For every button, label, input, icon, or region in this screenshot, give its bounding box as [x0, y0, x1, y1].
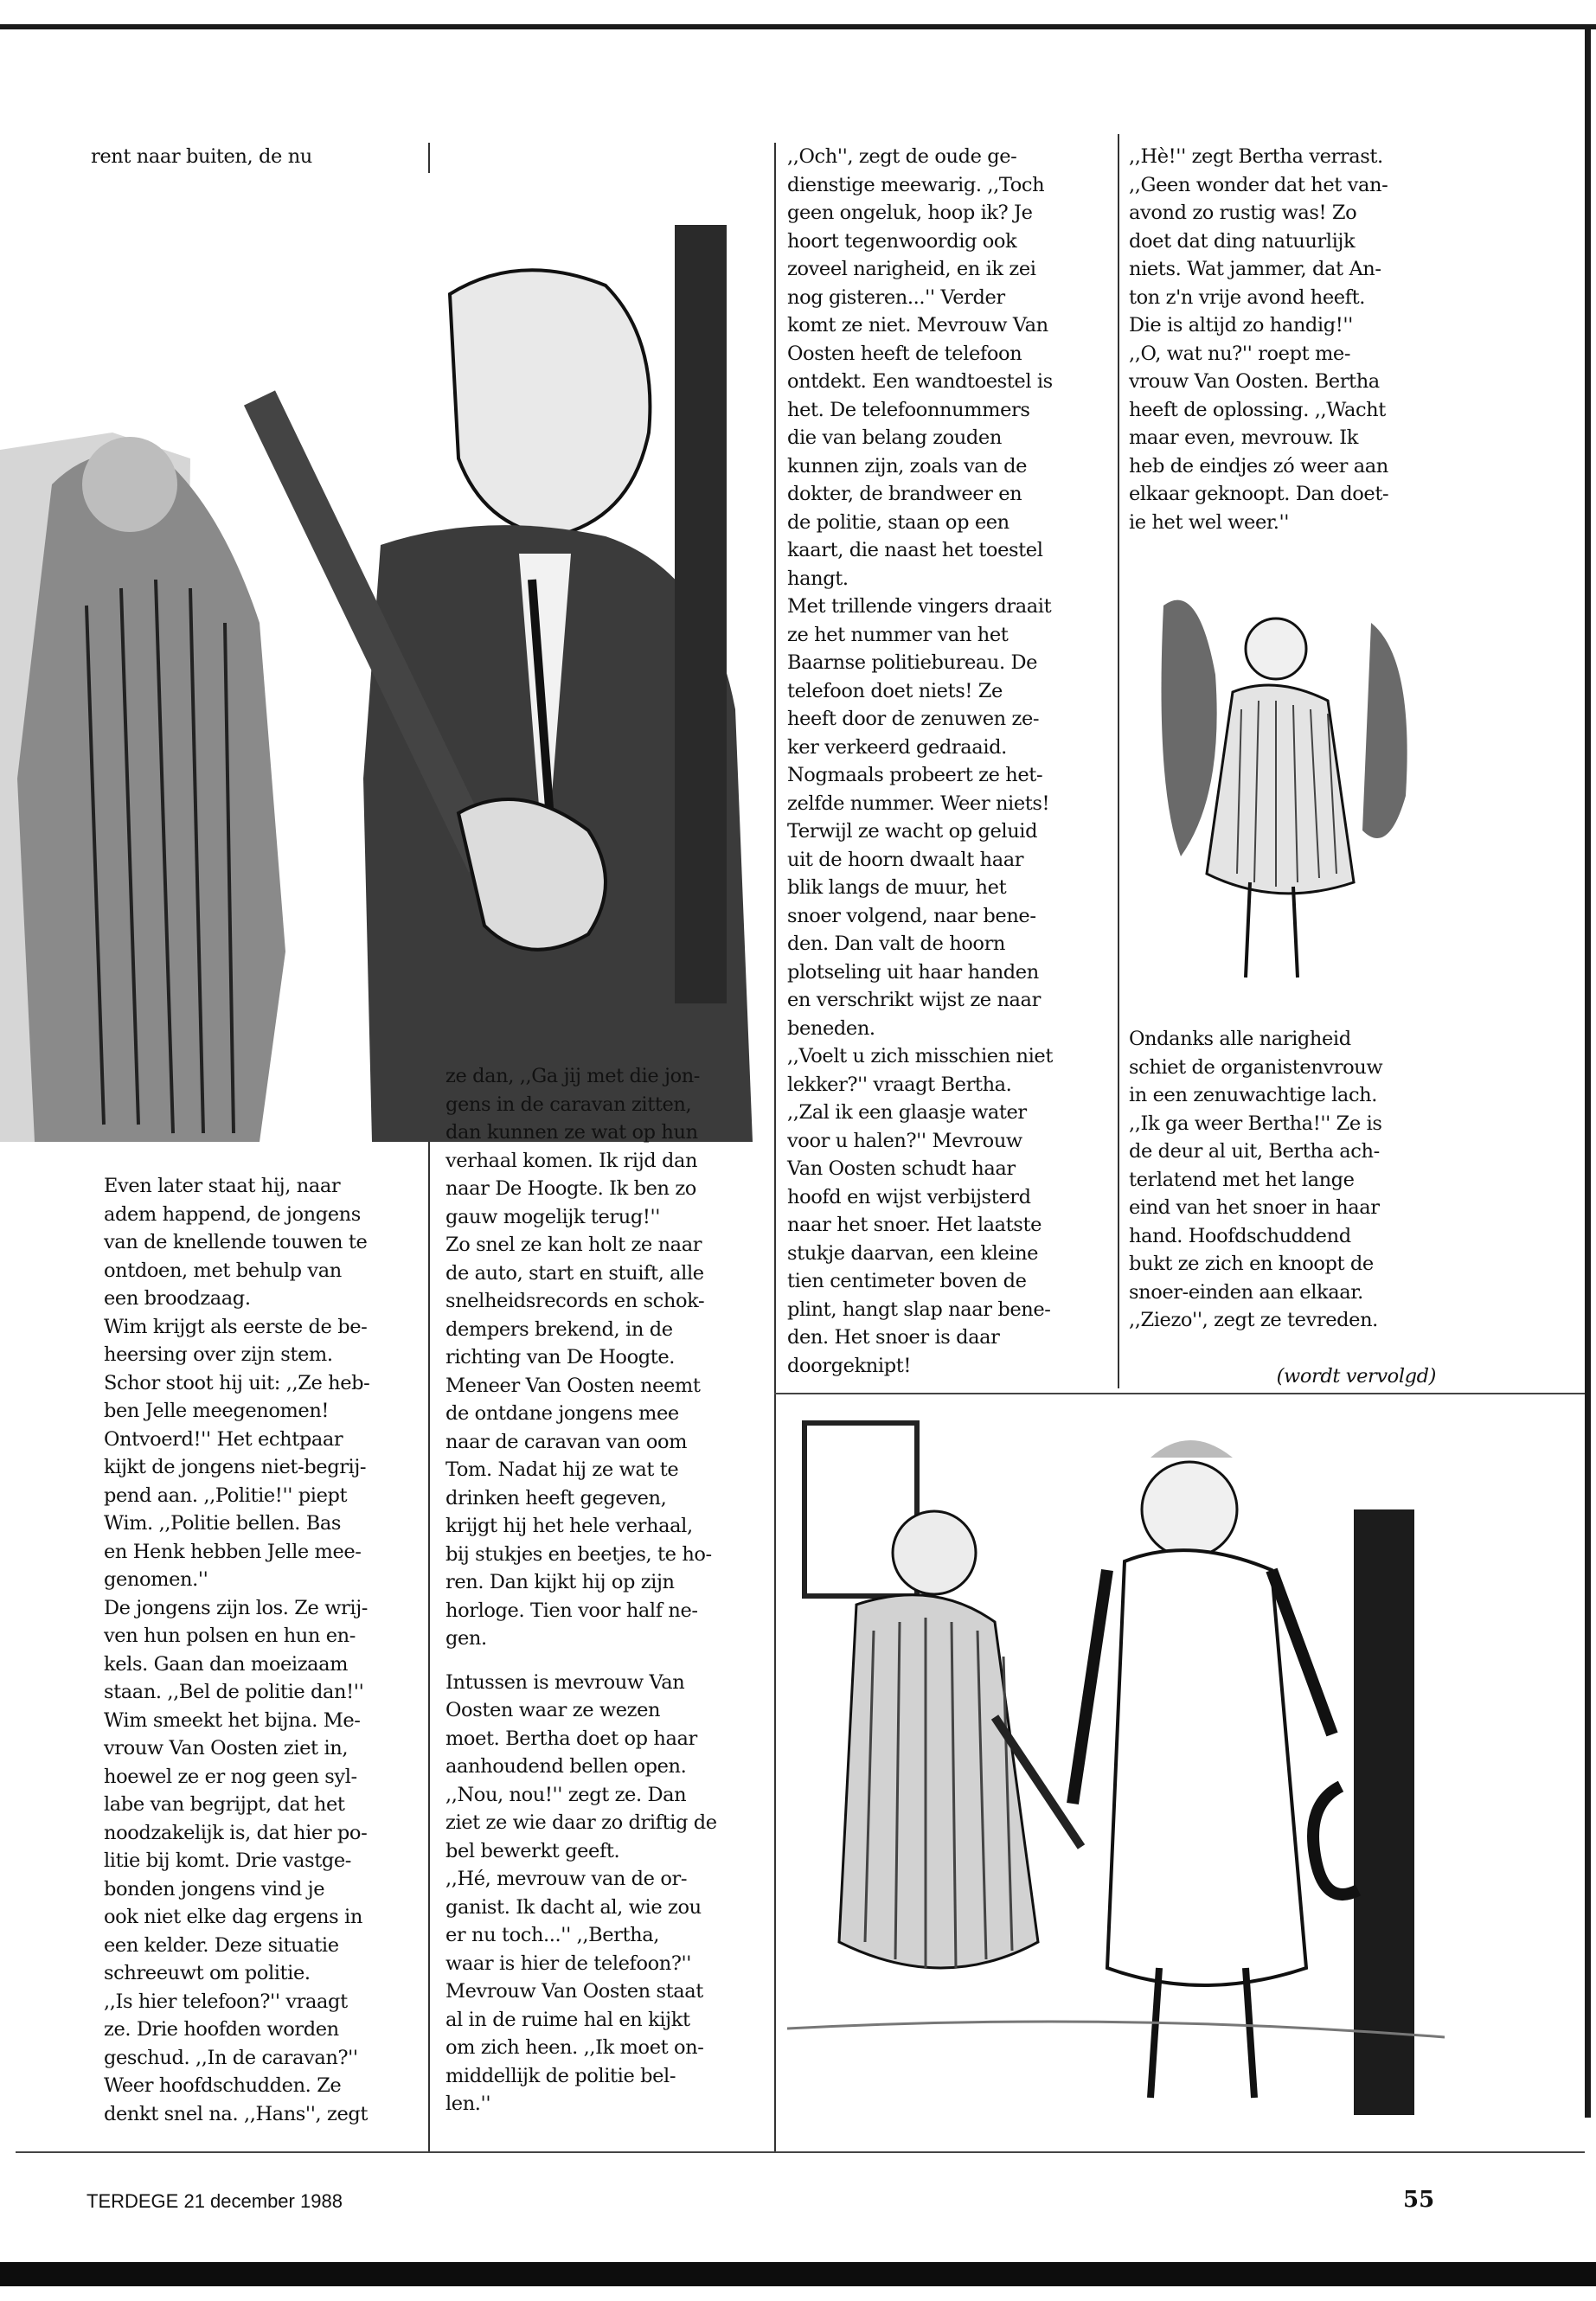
text-line: heb de eindjes zó weer aan	[1129, 454, 1388, 478]
wordt-vervolgd: (wordt vervolgd)	[1276, 1365, 1436, 1388]
text-line: maar even, mevrouw. Ik	[1129, 426, 1358, 449]
panel-rule	[774, 1393, 1585, 1394]
text-line: Baarnse politiebureau. De	[787, 651, 1038, 674]
text-line: ,,Geen wonder dat het van-	[1129, 173, 1388, 196]
text-line: doorgeknipt!	[787, 1354, 911, 1377]
text-line: uit de hoorn dwaalt haar	[787, 848, 1024, 871]
text-line: bonden jongens vind je	[104, 1877, 325, 1900]
text-line: schreeuwt om politie.	[104, 1962, 311, 1984]
text-line: snoer-einden aan elkaar.	[1129, 1280, 1363, 1304]
illustration-man-with-saw	[0, 173, 772, 1142]
text-line: naar het snoer. Het laatste	[787, 1214, 1042, 1236]
text-line: krijgt hij het hele verhaal,	[445, 1515, 693, 1537]
column-rule-1b	[428, 1060, 430, 2151]
text-line: Mevrouw Van Oosten staat	[445, 1980, 703, 2003]
text-line: ,,Hè!'' zegt Bertha verrast.	[1129, 145, 1383, 168]
text-line: ,,Och'', zegt de oude ge-	[787, 145, 1017, 168]
text-line: Oosten heeft de telefoon	[787, 342, 1022, 365]
text-line: ontdoen, met behulp van	[104, 1259, 342, 1282]
page-number: 55	[1403, 2187, 1435, 2213]
text-line: de ontdane jongens mee	[445, 1402, 679, 1425]
text-line: Tom. Nadat hij ze wat te	[445, 1458, 679, 1481]
text-line: snelheidsrecords en schok-	[445, 1290, 705, 1312]
page-top-border	[0, 24, 1596, 29]
text-line: kijkt de jongens niet-begrij-	[104, 1456, 367, 1478]
text-line: Zo snel ze kan holt ze naar	[445, 1234, 702, 1256]
text-line: van de knellende touwen te	[104, 1231, 368, 1253]
column-4-top	[1129, 143, 1427, 536]
text-line: Ontvoerd!'' Het echtpaar	[104, 1427, 343, 1451]
text-line: nog gisteren...'' Verder	[787, 285, 1005, 309]
text-line: ze het nummer van het	[787, 623, 1009, 646]
text-line: labe van begrijpt, dat het	[104, 1793, 345, 1816]
text-line: ontdekt. Een wandtoestel is	[787, 370, 1053, 393]
text-line: Meneer Van Oosten neemt	[445, 1374, 701, 1397]
text-line: ven hun polsen en hun en-	[104, 1625, 356, 1647]
column-2	[445, 1062, 766, 2118]
text-line: heeft door de zenuwen ze-	[787, 708, 1040, 730]
text-line: Nogmaals probeert ze het-	[787, 764, 1043, 786]
text-line: aanhoudend bellen open.	[445, 1755, 687, 1778]
column-rule-3	[1118, 134, 1119, 1388]
text-line: schiet de organistenvrouw	[1129, 1055, 1383, 1079]
text-line: horloge. Tien voor half ne-	[445, 1599, 698, 1622]
text-line: telefoon doet niets! Ze	[787, 679, 1003, 702]
text-line: ,,Ik ga weer Bertha!'' Ze is	[1129, 1112, 1382, 1135]
text-line: hoort tegenwoordig ook	[787, 229, 1017, 253]
text-line: ie het wel weer.''	[1129, 510, 1290, 534]
text-line: moet. Bertha doet op haar	[445, 1727, 697, 1750]
text-line: hangt.	[787, 567, 849, 590]
text-line: ton z'n vrije avond heeft.	[1129, 285, 1365, 309]
text-line: bij stukjes en beetjes, te ho-	[445, 1542, 712, 1566]
text-line: ziet ze wie daar zo driftig de	[445, 1811, 717, 1834]
text-line: de politie, staan op een	[787, 510, 1010, 534]
text-line: Terwijl ze wacht op geluid	[787, 820, 1038, 843]
text-line: ,,O, wat nu?'' roept me-	[1129, 342, 1351, 365]
text-line: snoer volgend, naar bene-	[787, 904, 1036, 927]
text-line: Even later staat hij, naar	[104, 1175, 341, 1197]
text-line: gauw mogelijk terug!''	[445, 1205, 661, 1228]
text-line: ,,Nou, nou!'' zegt ze. Dan	[445, 1783, 687, 1806]
text-line: naar de caravan van oom	[445, 1430, 688, 1453]
text-line: beneden.	[787, 1016, 875, 1040]
text-line: tien centimeter boven de	[787, 1270, 1027, 1292]
text-line: Wim krijgt als eerste de be-	[104, 1315, 368, 1338]
column-4-bottom	[1129, 1025, 1427, 1335]
text-line: ganist. Ik dacht al, wie zou	[445, 1895, 702, 1919]
text-line: lekker?'' vraagt Bertha.	[787, 1073, 1012, 1096]
text-line: de auto, start en stuift, alle	[445, 1261, 704, 1285]
text-line: heeft de oplossing. ,,Wacht	[1129, 398, 1386, 421]
footer-publication: TERDEGE 21 december 1988	[87, 2190, 343, 2212]
text-line: Intussen is mevrouw Van	[445, 1670, 685, 1694]
text-line: kels. Gaan dan moeizaam	[104, 1652, 349, 1676]
text-line: hand. Hoofdschuddend	[1129, 1224, 1351, 1247]
text-line: een kelder. Deze situatie	[104, 1933, 339, 1957]
page-right-border	[1585, 24, 1591, 2118]
text-line: de deur al uit, Bertha ach-	[1129, 1140, 1380, 1163]
text-line: middellijk de politie bel-	[445, 2064, 676, 2087]
text-line: zoveel narigheid, en ik zei	[787, 258, 1036, 280]
illustration-hall-telephone	[787, 1406, 1445, 2150]
text-line: ,,Zal ik een glaasje water	[787, 1101, 1027, 1124]
text-line: en verschrikt wijst ze naar	[787, 989, 1041, 1011]
text-line: ,,Hé, mevrouw van de or-	[445, 1868, 688, 1890]
text-line: die van belang zouden	[787, 426, 1002, 449]
text-line: heersing over zijn stem.	[104, 1343, 333, 1366]
text-line: doet dat ding natuurlijk	[1129, 229, 1356, 253]
text-line: rent naar buiten, de nu	[91, 145, 312, 168]
text-line: vrouw Van Oosten. Bertha	[1129, 370, 1380, 393]
text-line: Schor stoot hij uit: ,,Ze heb-	[104, 1371, 370, 1394]
text-line: Die is altijd zo handig!''	[1129, 314, 1353, 336]
text-line: dan kunnen ze wat op hun	[445, 1121, 698, 1144]
footer-rule	[16, 2151, 1585, 2153]
text-line: Oosten waar ze wezen	[445, 1699, 661, 1721]
text-line: ze. Drie hoofden worden	[104, 2018, 339, 2041]
text-line: genomen.''	[104, 1568, 208, 1591]
text-line: vrouw Van Oosten ziet in,	[104, 1737, 349, 1759]
text-line: litie bij komt. Drie vastge-	[104, 1849, 351, 1872]
text-line: voor u halen?'' Mevrouw	[787, 1129, 1022, 1152]
column-1-bottom	[104, 1172, 420, 2128]
text-line: eind van het snoer in haar	[1129, 1196, 1380, 1219]
text-line: Met trillende vingers draait	[787, 595, 1052, 618]
text-line: bel bewerkt geeft.	[445, 1839, 620, 1862]
text-line: elkaar geknoopt. Dan doet-	[1129, 483, 1389, 505]
text-line: ker verkeerd gedraaid.	[787, 735, 1007, 759]
text-line: geschud. ,,In de caravan?''	[104, 2046, 358, 2069]
text-line: verhaal komen. Ik rijd dan	[445, 1149, 698, 1172]
text-line: len.''	[445, 2093, 491, 2115]
text-line: al in de ruime hal en kijkt	[445, 2008, 690, 2031]
text-line: den. Het snoer is daar	[787, 1326, 1000, 1349]
text-line: komt ze niet. Mevrouw Van	[787, 314, 1048, 336]
text-line: een broodzaag.	[104, 1287, 251, 1310]
text-line: gens in de caravan zitten,	[445, 1093, 692, 1116]
text-line: waar is hier de telefoon?''	[445, 1952, 692, 1975]
page-bottom-border	[0, 2262, 1596, 2286]
text-line: ren. Dan kijkt hij op zijn	[445, 1571, 675, 1593]
text-line: ,,Voelt u zich misschien niet	[787, 1045, 1053, 1067]
text-line: plotseling uit haar handen	[787, 960, 1039, 984]
text-line: Wim. ,,Politie bellen. Bas	[104, 1512, 342, 1535]
text-line: kunnen zijn, zoals van de	[787, 454, 1028, 478]
text-line: ,,Is hier telefoon?'' vraagt	[104, 1990, 348, 2013]
text-line: bukt ze zich en knoopt de	[1129, 1253, 1374, 1275]
text-line: adem happend, de jongens	[104, 1202, 361, 1226]
text-line: Weer hoofdschudden. Ze	[104, 2074, 342, 2097]
text-line: hoofd en wijst verbijsterd	[787, 1185, 1031, 1208]
text-line: Wim smeekt het bijna. Me-	[104, 1708, 361, 1732]
text-line: dokter, de brandweer en	[787, 483, 1022, 505]
text-line: hoewel ze er nog geen syl-	[104, 1765, 357, 1788]
text-line: ook niet elke dag ergens in	[104, 1906, 362, 1928]
text-line: dempers brekend, in de	[445, 1317, 673, 1341]
text-line: stukje daarvan, een kleine	[787, 1241, 1039, 1265]
text-line: en Henk hebben Jelle mee-	[104, 1540, 362, 1563]
text-line: plint, hangt slap naar bene-	[787, 1298, 1051, 1321]
text-line: richting van De Hoogte.	[445, 1346, 676, 1368]
text-line: zelfde nummer. Weer niets!	[787, 792, 1050, 815]
illustration-bertha	[1146, 571, 1423, 1003]
text-line: avond zo rustig was! Zo	[1129, 202, 1357, 224]
text-line: geen ongeluk, hoop ik? Je	[787, 202, 1033, 224]
text-line: naar De Hoogte. Ik ben zo	[445, 1177, 696, 1200]
text-line: om zich heen. ,,Ik moet on-	[445, 2036, 704, 2059]
text-line: dienstige meewarig. ,,Toch	[787, 173, 1045, 196]
text-line: Ondanks alle narigheid	[1129, 1028, 1351, 1050]
text-line: blik langs de muur, het	[787, 876, 1007, 899]
text-line: Van Oosten schudt haar	[787, 1157, 1016, 1180]
text-line: terlatend met het lange	[1129, 1168, 1355, 1191]
text-line: niets. Wat jammer, dat An-	[1129, 258, 1381, 280]
column-3	[787, 143, 1109, 1380]
text-line: noodzakelijk is, dat hier po-	[104, 1821, 368, 1844]
text-line: gen.	[445, 1627, 487, 1650]
text-line: ,,Ziezo'', zegt ze tevreden.	[1129, 1309, 1378, 1331]
text-line: in een zenuwachtige lach.	[1129, 1084, 1377, 1106]
text-line: staan. ,,Bel de politie dan!''	[104, 1681, 364, 1703]
column-rule-2	[774, 143, 776, 2151]
text-line: het. De telefoonnummers	[787, 398, 1030, 421]
text-line: denkt snel na. ,,Hans'', zegt	[104, 2102, 369, 2125]
text-line: drinken heeft gegeven,	[445, 1486, 667, 1509]
text-line: ben Jelle meegenomen!	[104, 1400, 330, 1422]
text-line: pend aan. ,,Politie!'' piept	[104, 1484, 348, 1507]
text-line: kaart, die naast het toestel	[787, 539, 1043, 561]
text-line: De jongens zijn los. Ze wrij-	[104, 1596, 368, 1619]
text-line: er nu toch...'' ,,Bertha,	[445, 1924, 660, 1946]
text-line: den. Dan valt de hoorn	[787, 933, 1006, 955]
text-line: ze dan, ,,Ga jij met die jon-	[445, 1065, 701, 1087]
